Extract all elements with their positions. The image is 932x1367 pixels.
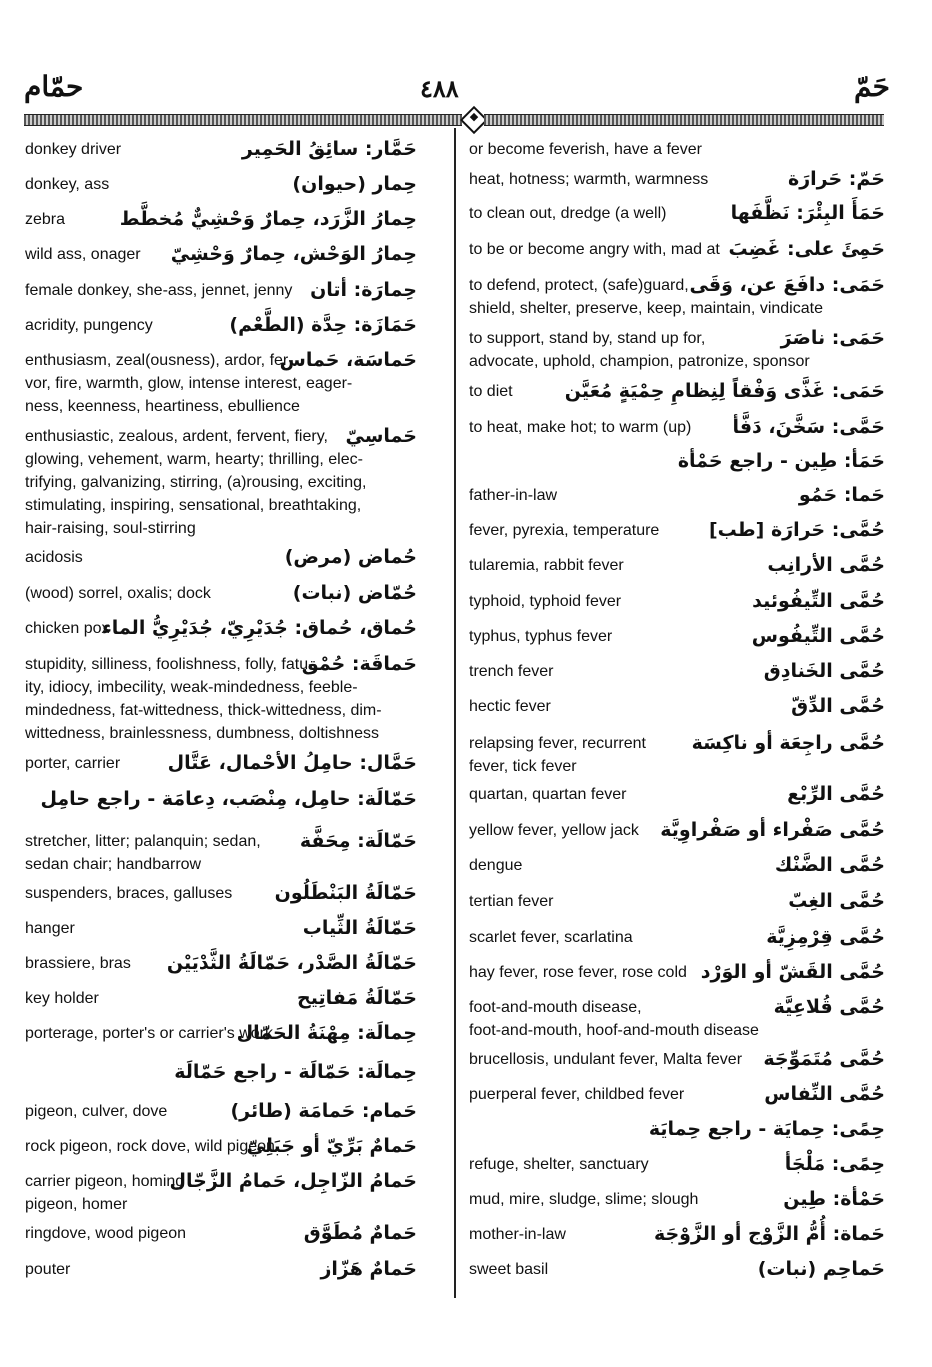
arabic-headword: حَمامٌ هَزّاز bbox=[320, 1258, 417, 1280]
dictionary-entry bbox=[25, 788, 417, 811]
arabic-headword: حُمَّى التِّيفُوس bbox=[751, 625, 885, 647]
english-definition: tertian fever bbox=[469, 893, 554, 910]
dictionary-entry bbox=[25, 653, 417, 745]
arabic-headword: حَمَازَة: حِدَّة (الطَّعْم) bbox=[229, 314, 417, 336]
english-definition: heat, hotness; warmth, warmness bbox=[469, 171, 709, 188]
dictionary-entry bbox=[469, 1258, 885, 1281]
dictionary-entry bbox=[25, 1135, 417, 1158]
english-definition: hanger bbox=[25, 920, 75, 937]
arabic-headword: حَماقَة: حُمْق bbox=[301, 653, 417, 675]
arabic-headword: حَمّالَة: حامِل، مِنْصَب، دِعامَة - راجع حامِل bbox=[40, 788, 417, 810]
english-definition: porter, carrier bbox=[25, 755, 121, 772]
dictionary-entry bbox=[25, 279, 417, 302]
dictionary-entry bbox=[469, 926, 885, 949]
english-definition: key holder bbox=[25, 990, 99, 1007]
dictionary-entry bbox=[469, 238, 885, 261]
arabic-headword: حَمامُ الزّاجِل، حَمامُ الزَّجّال bbox=[169, 1170, 417, 1192]
dictionary-entry bbox=[469, 450, 885, 473]
arabic-headword: حَماة: أُمُّ الزَّوْج أو الزَّوْجَة bbox=[653, 1223, 885, 1245]
dictionary-entry bbox=[469, 732, 885, 778]
arabic-headword: حَمّالَةُ الصَّدْر، حَمّالَةُ الثَّدْيَيْن bbox=[166, 952, 417, 974]
arabic-headword: حُمَّى الخَنادِق bbox=[763, 660, 885, 682]
dictionary-entry bbox=[469, 1223, 885, 1246]
arabic-headword: حَمَّى: سَخَّنَ، دَفَّأ bbox=[732, 416, 885, 438]
english-definition: enthusiasm, zeal(ousness), ardor, fer- vor, fire, warmth, glow, intense interest, eager- ness, keenness, heartiness, ebullience bbox=[25, 352, 353, 415]
arabic-headword: حَمام: حَمامَة (طائر) bbox=[230, 1100, 417, 1122]
header-last-word: حمّام bbox=[24, 70, 84, 103]
arabic-headword: حُمَّى الأرانِب bbox=[767, 554, 885, 576]
dictionary-entry bbox=[469, 484, 885, 507]
english-definition: pigeon, culver, dove bbox=[25, 1103, 168, 1120]
dictionary-entry bbox=[469, 1188, 885, 1211]
arabic-headword: حَمَأَ البِئْرَ: نَظَّفَها bbox=[730, 202, 885, 224]
dictionary-entry bbox=[25, 1061, 417, 1084]
dictionary-entry bbox=[25, 243, 417, 266]
english-definition: hay fever, rose fever, rose cold bbox=[469, 964, 687, 981]
english-definition: father-in-law bbox=[469, 487, 558, 504]
dictionary-entry bbox=[25, 582, 417, 605]
english-definition: zebra bbox=[25, 211, 66, 228]
dictionary-entry bbox=[469, 554, 885, 577]
dictionary-entry bbox=[25, 425, 417, 540]
arabic-headword: حَمَّال: حامِلُ الأحْمال، عَتَّال bbox=[167, 752, 417, 774]
arabic-headword: حَمَى: غَذَّى وَفْقاً لِنِظامِ حِمْيَةٍ مُعَيَّن bbox=[564, 380, 885, 402]
dictionary-entry bbox=[469, 1048, 885, 1071]
dictionary-entry bbox=[25, 830, 417, 876]
arabic-headword: حُمَّى راجِعَة أو ناكِسَة bbox=[691, 732, 885, 754]
arabic-headword: حَمَّار: سائِقُ الحَمِير bbox=[241, 138, 417, 160]
dictionary-entry bbox=[25, 1222, 417, 1245]
english-definition: enthusiastic, zealous, ardent, fervent, fiery, glowing, vehement, warm, hearty; thrilling, elec- trifying, galvanizing, stirring, (a)rousing, exciting, stimulating, inspiring, sensational, breathtaking, hair-raising, soul-stirring bbox=[25, 428, 367, 537]
english-definition: sweet basil bbox=[469, 1261, 549, 1278]
dictionary-entry bbox=[25, 349, 417, 418]
english-definition: rock pigeon, rock dove, wild pigeon bbox=[25, 1138, 275, 1155]
arabic-headword: حَمامٌ بَرِّيّ أو جَبَلِيّ bbox=[246, 1135, 417, 1157]
arabic-headword: حُمَّى النِّفاس bbox=[764, 1083, 885, 1105]
dictionary-entry bbox=[469, 380, 885, 403]
arabic-headword: حُمّاض (نبات) bbox=[292, 582, 417, 604]
dictionary-entry bbox=[469, 660, 885, 683]
arabic-headword: حُمَّى القَشّ أو الوَرْد bbox=[700, 961, 885, 983]
dictionary-entry bbox=[469, 783, 885, 806]
arabic-headword: حُمَّى مُتَمَوِّجَة bbox=[763, 1048, 885, 1070]
dictionary-entry bbox=[469, 695, 885, 718]
dictionary-entry bbox=[25, 138, 417, 161]
english-definition: to support, stand by, stand up for, advocate, uphold, champion, patronize, sponsor bbox=[469, 330, 810, 370]
arabic-headword: حَمّالَةُ مَفاتِيح bbox=[297, 987, 417, 1009]
english-definition: pouter bbox=[25, 1261, 71, 1278]
english-definition: (wood) sorrel, oxalis; dock bbox=[25, 585, 211, 602]
arabic-headword: حِمارُ الزَّرَد، حِمارٌ وَحْشِيٌّ مُخطَّط bbox=[119, 208, 417, 230]
header-first-word: حَمّ bbox=[854, 70, 890, 103]
dictionary-entry bbox=[25, 546, 417, 569]
english-definition: suspenders, braces, galluses bbox=[25, 885, 233, 902]
english-definition: foot-and-mouth disease, foot-and-mouth, hoof-and-mouth disease bbox=[469, 999, 759, 1039]
arabic-headword: حَماسِيّ bbox=[345, 425, 417, 447]
arabic-headword: حَمّالَةُ الثِّياب bbox=[302, 917, 417, 939]
dictionary-entry bbox=[469, 202, 885, 225]
english-definition: scarlet fever, scarlatina bbox=[469, 929, 633, 946]
english-definition: to heat, make hot; to warm (up) bbox=[469, 419, 692, 436]
arabic-headword: حُمَّى قُلاعِيَّة bbox=[773, 996, 885, 1018]
dictionary-entry bbox=[469, 519, 885, 542]
english-definition: dengue bbox=[469, 857, 523, 874]
english-definition: ringdove, wood pigeon bbox=[25, 1225, 187, 1242]
header-rule-left bbox=[24, 114, 462, 126]
arabic-headword: حُمَّى الدِّقّ bbox=[791, 695, 885, 717]
english-definition: to defend, protect, (safe)guard, shield, shelter, preserve, keep, maintain, vindicate bbox=[469, 277, 823, 317]
english-definition: quartan, quartan fever bbox=[469, 786, 627, 803]
english-definition: brassiere, bras bbox=[25, 955, 131, 972]
dictionary-entry bbox=[469, 416, 885, 439]
english-definition: to be or become angry with, mad at bbox=[469, 241, 720, 258]
dictionary-entry bbox=[469, 274, 885, 320]
arabic-headword: حَماسَة، حَماس bbox=[279, 349, 417, 371]
arabic-headword: حُمَّى صَفْراء أو صَفْراوِيَّة bbox=[660, 819, 885, 841]
arabic-headword: حُمَّى الضَّنْك bbox=[774, 854, 885, 876]
english-definition: puerperal fever, childbed fever bbox=[469, 1086, 685, 1103]
arabic-headword: حِمار (حيوان) bbox=[292, 173, 417, 195]
english-definition: chicken pox bbox=[25, 620, 110, 637]
page-number: ٤٨٨ bbox=[420, 74, 459, 103]
english-definition: porterage, porter's or carrier's work bbox=[25, 1025, 273, 1042]
english-definition: yellow fever, yellow jack bbox=[469, 822, 639, 839]
english-definition: stupidity, silliness, foolishness, folly, fatu- ity, idiocy, imbecility, weak-mindedness, feeble- mindedness, fat-wittedness, thick-wittedness, dim- wittedness, brainlessness, dumbness, doltishness bbox=[25, 656, 382, 742]
arabic-headword: حُماض (مرض) bbox=[284, 546, 417, 568]
english-definition: carrier pigeon, homing pigeon, homer bbox=[25, 1173, 185, 1213]
english-definition: tularemia, rabbit fever bbox=[469, 557, 624, 574]
english-definition: acidosis bbox=[25, 549, 83, 566]
arabic-headword: حِمًى: حِمايَة - راجع حِمايَة bbox=[648, 1118, 885, 1140]
english-definition: trench fever bbox=[469, 663, 554, 680]
dictionary-entry bbox=[25, 314, 417, 337]
arabic-headword: حَمِئَ على: غَضِبَ bbox=[728, 238, 885, 260]
english-definition: acridity, pungency bbox=[25, 317, 153, 334]
arabic-headword: حَمامٌ مُطَوَّق bbox=[303, 1222, 417, 1244]
arabic-headword: حُمَّى الغِبّ bbox=[788, 890, 885, 912]
english-definition: relapsing fever, recurrent fever, tick fever bbox=[469, 735, 646, 775]
dictionary-entry bbox=[469, 1118, 885, 1141]
arabic-headword: حُمَّى التِّيفُوئيد bbox=[752, 590, 885, 612]
arabic-headword: حَمْأة: طِين bbox=[783, 1188, 885, 1210]
arabic-headword: حَمَى: ناصَرَ bbox=[780, 327, 885, 349]
arabic-headword: حُمَّى قِرْمِزِيَّة bbox=[766, 926, 885, 948]
column-divider bbox=[454, 128, 456, 1298]
english-definition: wild ass, onager bbox=[25, 246, 141, 263]
arabic-headword: حِمارُ الوَحْش، حِمارٌ وَحْشِيّ bbox=[170, 243, 417, 265]
english-definition: mother-in-law bbox=[469, 1226, 566, 1243]
english-definition: refuge, shelter, sanctuary bbox=[469, 1156, 649, 1173]
dictionary-entry bbox=[469, 996, 885, 1042]
dictionary-entry bbox=[469, 168, 885, 191]
english-definition: donkey, ass bbox=[25, 176, 110, 193]
english-definition: hectic fever bbox=[469, 698, 551, 715]
dictionary-entry bbox=[25, 987, 417, 1010]
english-definition: stretcher, litter; palanquin; sedan, sedan chair; handbarrow bbox=[25, 833, 261, 873]
dictionary-entry bbox=[25, 208, 417, 231]
english-definition: female donkey, she-ass, jennet, jenny bbox=[25, 282, 293, 299]
english-definition: mud, mire, sludge, slime; slough bbox=[469, 1191, 699, 1208]
arabic-headword: حَمَأ: طِين - راجع حَمْأة bbox=[677, 450, 885, 472]
arabic-headword: حَما: حَمُو bbox=[798, 484, 885, 506]
dictionary-entry bbox=[469, 854, 885, 877]
english-definition: or become feverish, have a fever bbox=[469, 141, 703, 158]
english-definition: fever, pyrexia, temperature bbox=[469, 522, 660, 539]
arabic-headword: حَماحِم (نبات) bbox=[757, 1258, 885, 1280]
dictionary-entry bbox=[25, 752, 417, 775]
dictionary-entry bbox=[25, 1258, 417, 1281]
english-definition: to clean out, dredge (a well) bbox=[469, 205, 667, 222]
arabic-headword: حِمًى: مَلْجَأ bbox=[784, 1153, 885, 1175]
dictionary-entry bbox=[469, 819, 885, 842]
arabic-headword: حَمّالَة: مِحَفَّة bbox=[299, 830, 417, 852]
english-definition: typhoid, typhoid fever bbox=[469, 593, 622, 610]
dictionary-entry bbox=[25, 952, 417, 975]
arabic-headword: حِمالَة: حَمّالَة - راجع حَمّالَة bbox=[174, 1061, 417, 1083]
dictionary-entry bbox=[25, 1100, 417, 1123]
dictionary-entry bbox=[25, 617, 417, 640]
dictionary-entry bbox=[469, 961, 885, 984]
arabic-headword: حَمَى: دافَعَ عن، وَقَى bbox=[689, 274, 885, 296]
arabic-headword: حَمّ: حَرارَة bbox=[788, 168, 885, 190]
arabic-headword: حُماق، حُماق: جُدَيْرِيّ، جُدَيْرِيُّ الماء bbox=[102, 617, 417, 639]
dictionary-entry bbox=[25, 173, 417, 196]
arabic-headword: حُمَّى: حَرارَة [طب] bbox=[708, 519, 885, 541]
dictionary-entry bbox=[469, 327, 885, 373]
dictionary-entry bbox=[25, 882, 417, 905]
dictionary-entry bbox=[469, 590, 885, 613]
dictionary-entry bbox=[469, 890, 885, 913]
dictionary-entry bbox=[25, 1022, 417, 1045]
english-definition: to diet bbox=[469, 383, 513, 400]
dictionary-entry bbox=[25, 1170, 417, 1216]
english-definition: typhus, typhus fever bbox=[469, 628, 613, 645]
english-definition: brucellosis, undulant fever, Malta fever bbox=[469, 1051, 743, 1068]
arabic-headword: حَمّالَةُ البَنْطَلُون bbox=[274, 882, 417, 904]
dictionary-entry bbox=[469, 138, 885, 161]
english-definition: donkey driver bbox=[25, 141, 122, 158]
dictionary-entry bbox=[25, 917, 417, 940]
dictionary-entry bbox=[469, 1153, 885, 1176]
dictionary-entry bbox=[469, 625, 885, 648]
page-header bbox=[0, 70, 932, 110]
arabic-headword: حُمَّى الرِّبْع bbox=[787, 783, 885, 805]
header-rule-right bbox=[484, 114, 884, 126]
dictionary-entry bbox=[469, 1083, 885, 1106]
arabic-headword: حِمالَة: مِهْنَةُ الحَمّال bbox=[236, 1022, 417, 1044]
arabic-headword: حِمارَة: أتان bbox=[310, 279, 417, 301]
